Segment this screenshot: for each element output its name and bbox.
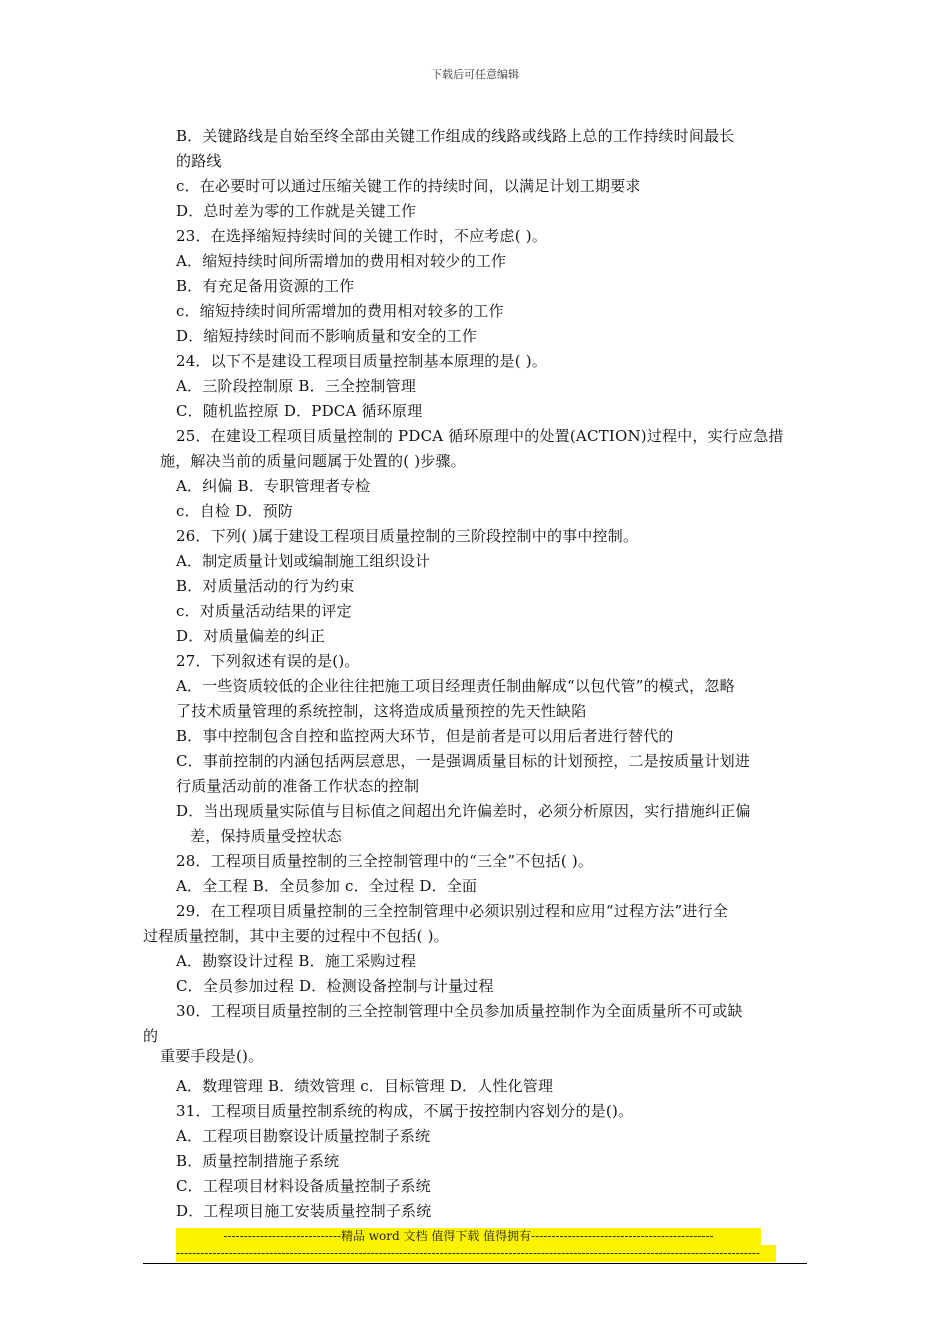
text-line: B．质量控制措施子系统 — [176, 1152, 340, 1170]
text-line: A．工程项目勘察设计质量控制子系统 — [176, 1127, 431, 1145]
text-line: 27．下列叙述有误的是()。 — [176, 652, 360, 670]
text-line: A．全工程 B．全员参加 c．全过程 D．全面 — [176, 877, 478, 895]
text-line: 30．工程项目质量控制的三全控制管理中全员参加质量控制作为全面质量所不可或缺 — [176, 1002, 743, 1020]
text-line: C．全员参加过程 D．检测设备控制与计量过程 — [176, 977, 494, 995]
text-line: C．随机监控原 D．PDCA 循环原理 — [176, 402, 423, 420]
text-line: A．一些资质较低的企业往往把施工项目经理责任制曲解成“以包代管”的模式，忽略 — [176, 677, 735, 695]
text-line: B．事中控制包含自控和监控两大环节，但是前者是可以用后者进行替代的 — [176, 727, 674, 745]
text-line: 26．下列( )属于建设工程项目质量控制的三阶段控制中的事中控制。 — [176, 527, 639, 545]
text-line: B．有充足备用资源的工作 — [176, 277, 355, 295]
text-line: c．自检 D．预防 — [176, 502, 293, 520]
text-line: A．制定质量计划或编制施工组织设计 — [176, 552, 431, 570]
text-line: C．事前控制的内涵包括两层意思，一是强调质量目标的计划预控，二是按质量计划进 — [176, 752, 751, 770]
text-line: 的路线 — [176, 152, 222, 170]
text-line: 施，解决当前的质量问题属于处置的( )步骤。 — [160, 452, 466, 470]
text-line: D．工程项目施工安装质量控制子系统 — [176, 1202, 432, 1220]
text-line: B．对质量活动的行为约束 — [176, 577, 355, 595]
text-line: c．缩短持续时间所需增加的费用相对较多的工作 — [176, 302, 504, 320]
footer-banner: -----------------------------精品 word 文档 值得下载 值得拥有--------------------------------------------- — [176, 1228, 761, 1245]
text-line: c．在必要时可以通过压缩关键工作的持续时间，以满足计划工期要求 — [176, 177, 641, 195]
text-line: 29．在工程项目质量控制的三全控制管理中必须识别过程和应用“过程方法”进行全 — [176, 902, 729, 920]
text-line: A．纠偏 B．专职管理者专检 — [176, 477, 371, 495]
text-line: A．数理管理 B．绩效管理 c．目标管理 D．人性化管理 — [176, 1077, 554, 1095]
text-line: c．对质量活动结果的评定 — [176, 602, 352, 620]
text-line: 差，保持质量受控状态 — [190, 827, 343, 845]
text-line: 25．在建设工程项目质量控制的 PDCA 循环原理中的处置(ACTION)过程中，实行应急措 — [176, 427, 784, 445]
text-line: 重要手段是()。 — [160, 1047, 264, 1065]
text-line: A．三阶段控制原 B．三全控制管理 — [176, 377, 417, 395]
text-line: 23．在选择缩短持续时间的关键工作时，不应考虑( )。 — [176, 227, 547, 245]
text-line: 31．工程项目质量控制系统的构成，不属于按控制内容划分的是()。 — [176, 1102, 634, 1120]
text-line: D．总时差为零的工作就是关键工作 — [176, 202, 417, 220]
text-line: A．勘察设计过程 B．施工采购过程 — [176, 952, 417, 970]
text-line: 行质量活动前的准备工作状态的控制 — [176, 777, 420, 795]
text-line: 的 — [143, 1027, 159, 1045]
text-line: D．当出现质量实际值与目标值之间超出允许偏差时，必须分析原因，实行措施纠正偏 — [176, 802, 751, 820]
text-line: 过程质量控制，其中主要的过程中不包括( )。 — [143, 927, 449, 945]
text-line: D．对质量偏差的纠正 — [176, 627, 326, 645]
text-line: C．工程项目材料设备质量控制子系统 — [176, 1177, 431, 1195]
text-line: 了技术质量管理的系统控制，这将造成质量预控的先天性缺陷 — [176, 702, 587, 720]
text-line: A．缩短持续时间所需增加的费用相对较少的工作 — [176, 252, 507, 270]
text-line: 24．以下不是建设工程项目质量控制基本原理的是( )。 — [176, 352, 547, 370]
text-line: 28．工程项目质量控制的三全控制管理中的“三全”不包括( )。 — [176, 852, 594, 870]
footer-dashes: ------------------------------------------------------------------------------------------------------------------------------------------------ — [176, 1245, 776, 1262]
footer-rule — [143, 1263, 807, 1264]
text-line: D．缩短持续时间而不影响质量和安全的工作 — [176, 327, 478, 345]
text-line: B．关键路线是自始至终全部由关键工作组成的线路或线路上总的工作持续时间最长 — [176, 127, 735, 145]
page-header: 下载后可任意编辑 — [431, 68, 519, 81]
